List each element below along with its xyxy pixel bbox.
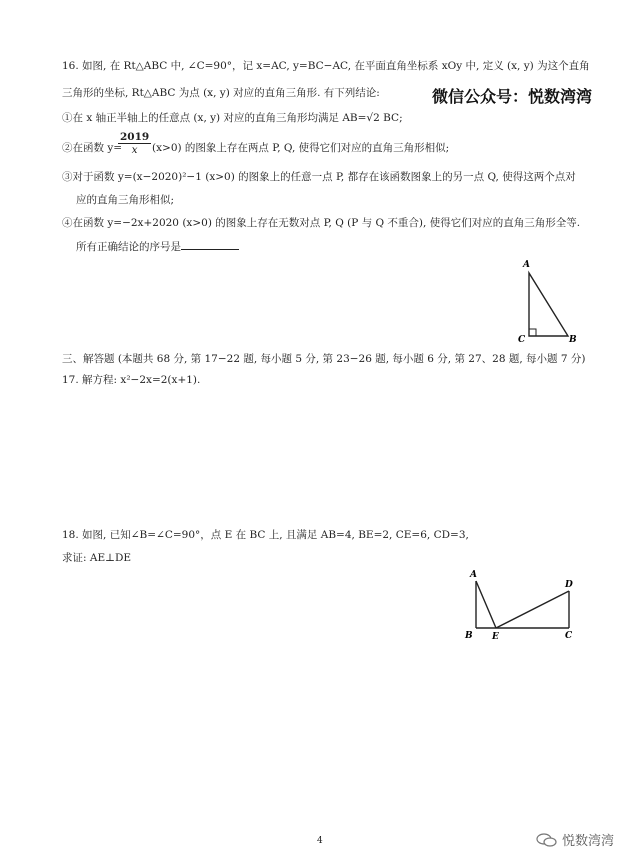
q16-option-3-line1: ③对于函数 y=(x−2020)²−1 (x>0) 的图象上的任意一点 P, 都存在该函数图象上的另一点 Q, 使得这两个点对 [62, 171, 576, 183]
label-c: C [565, 631, 573, 641]
q16-option-2-fraction [118, 131, 151, 156]
triangle-abc [529, 273, 568, 336]
fraction-denominator: x [131, 144, 138, 156]
segment-ed [496, 591, 569, 628]
label-b: B [569, 335, 577, 345]
watermark-text: 微信公众号：悦数湾湾 [432, 87, 593, 106]
q16-answer-prompt [76, 239, 239, 254]
q18-line2: 求证: AE⊥DE [62, 552, 132, 564]
fraction-numerator: 2019 [120, 131, 150, 143]
q16-triangle-figure [508, 255, 588, 350]
q16-option-4: ④在函数 y=−2x+2020 (x>0) 的图象上存在无数对点 P, Q (P 与 Q 不重合), 使得它们对应的直角三角形全等. [62, 217, 581, 229]
segment-ae [476, 581, 496, 628]
q16-option-1: ①在 x 轴正半轴上的任意点 (x, y) 对应的直角三角形均满足 AB=√2 BC; [62, 112, 403, 124]
wechat-icon [536, 833, 558, 847]
q16-option-2-suffix: (x>0) 的图象上存在两点 P, Q, 使得它们对应的直角三角形相似; [152, 142, 450, 154]
right-angle-mark [529, 329, 536, 336]
q16-option-2-prefix: ②在函数 y= [62, 142, 123, 154]
label-c: C [518, 335, 526, 345]
q18-figure [460, 565, 580, 650]
answer-prompt-text: 所有正确结论的序号是 [76, 241, 181, 253]
q18-line1: 18. 如图, 已知∠B=∠C=90°，点 E 在 BC 上, 且满足 AB=4, BE=2, CE=6, CD=3, [62, 529, 469, 541]
footer-brand-text: 悦数湾湾 [562, 834, 615, 849]
footer-brand [536, 830, 614, 849]
label-a: A [523, 260, 530, 270]
label-a: A [470, 570, 477, 580]
page-number: 4 [317, 836, 323, 846]
label-b: B [465, 631, 473, 641]
q16-line1: 16. 如图, 在 Rt△ABC 中, ∠C=90°，记 x=AC, y=BC−AC, 在平面直角坐标系 xOy 中, 定义 (x, y) 为这个直角 [62, 60, 590, 72]
label-e: E [492, 632, 499, 642]
q16-line2: 三角形的坐标, Rt△ABC 为点 (x, y) 对应的直角三角形. 有下列结论: [62, 87, 380, 99]
section-3-heading: 三、解答题 (本题共 68 分, 第 17−22 题, 每小题 5 分, 第 23−26 题, 每小题 6 分, 第 27、28 题, 每小题 7 分) [62, 353, 586, 365]
q16-option-3-line2: 应的直角三角形相似; [76, 194, 175, 206]
q17-text: 17. 解方程: x²−2x=2(x+1). [62, 374, 201, 386]
answer-blank [181, 239, 239, 250]
label-d: D [565, 580, 573, 590]
